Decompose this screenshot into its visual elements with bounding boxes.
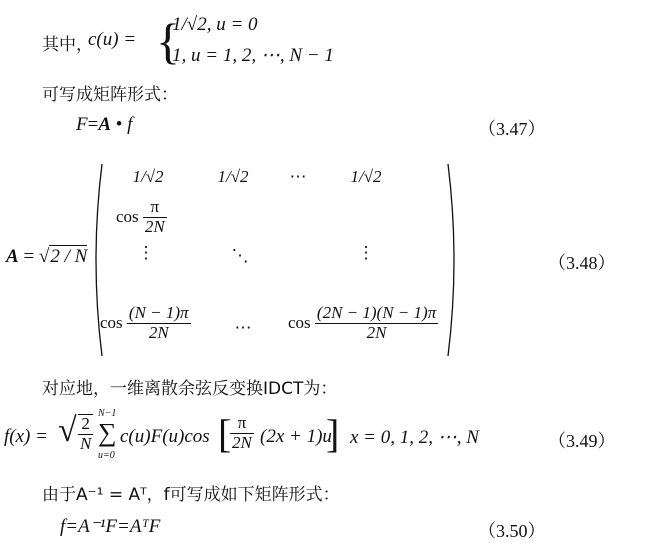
m-r1c1: 1/√2 xyxy=(132,167,164,186)
eq349-frac xyxy=(230,414,254,452)
eq347-A: A xyxy=(98,114,112,135)
matrix-A-symbol: A xyxy=(6,246,19,267)
inverse-intro: 由于A⁻¹ = Aᵀ，f可写成如下矩阵形式： xyxy=(42,485,340,505)
eq347-dot: • xyxy=(115,114,123,135)
m-r2-den: 2N xyxy=(144,216,165,236)
case-u0: 1/√2, u = 0 xyxy=(172,14,258,35)
m-r4c1 xyxy=(100,304,191,342)
m-r4c1-cos: cos xyxy=(100,313,123,333)
m-r4c4-frac xyxy=(315,304,438,342)
matrix-form-intro: 可写成矩阵形式： xyxy=(42,85,178,105)
eq349-sqrt-sign: √ xyxy=(58,412,77,449)
eq-number-3-48: （3.48） xyxy=(548,253,616,273)
eq349-condition: x = 0, 1, 2, ⋯, N xyxy=(350,427,479,448)
equation-3-49 xyxy=(4,408,479,464)
equation-3-50: f=A⁻¹F=AᵀF xyxy=(60,516,161,537)
eq349-sum-sign: ∑ xyxy=(98,418,117,447)
m-r2c1 xyxy=(116,198,167,236)
eq349-sqrt-num: 2 xyxy=(78,415,93,435)
m-r4c1-frac xyxy=(127,304,191,342)
m-r2-cos: cos xyxy=(116,207,139,227)
eq349-sqrt-frac xyxy=(78,414,93,453)
eq349-rbracket: ] xyxy=(326,411,340,456)
eq349-frac-den: 2N xyxy=(232,432,252,452)
eq349-sqrt-den: N xyxy=(80,433,92,453)
m-r4c3-hdots: ⋯ xyxy=(234,318,252,337)
idct-intro: 对应地，一维离散余弦反变换IDCT为： xyxy=(42,379,338,399)
m-r2-num: π xyxy=(143,198,167,218)
eq349-body: c(u)F(u)cos xyxy=(120,426,210,447)
m-r4c4-cos: cos xyxy=(288,313,311,333)
m-r4c4 xyxy=(288,304,438,342)
m-r4c4-num: (2N − 1)(N − 1)π xyxy=(316,303,437,322)
m-r1c3: ⋯ xyxy=(289,167,307,186)
cases-brace: { xyxy=(156,13,180,69)
eq349-sum-top: N−1 xyxy=(98,408,117,419)
eq-number-3-49: （3.49） xyxy=(548,431,616,451)
eq-number-3-47: （3.47） xyxy=(478,119,546,139)
m-r4c1-den: 2N xyxy=(148,322,169,342)
matrix-lhs: A = √2 / N xyxy=(6,246,88,267)
m-r3c2-ddots: ⋱ xyxy=(231,246,249,265)
eq349-tail: (2x + 1)u xyxy=(260,426,332,447)
eq347-f: f xyxy=(127,114,133,135)
m-r4c4-den: 2N xyxy=(366,322,387,342)
m-r2-frac xyxy=(143,198,167,236)
m-r4c1-num: (N − 1)π xyxy=(128,303,189,322)
eq347-equals: = xyxy=(87,114,99,135)
eq349-frac-num: π xyxy=(230,414,254,434)
sqrt-2-over-N: 2 / N xyxy=(50,246,88,267)
equation-3-47 xyxy=(76,114,132,136)
eq-number-3-50: （3.50） xyxy=(478,521,546,541)
m-r1c4: 1/√2 xyxy=(350,167,382,186)
m-r3c1-vdots: ⋮ xyxy=(137,243,155,262)
intro-text: 其中， xyxy=(42,35,93,55)
eq349-sum-bot: u=0 xyxy=(98,450,115,461)
case-u-other: 1, u = 1, 2, ⋯, N − 1 xyxy=(172,45,334,66)
eq347-F: F xyxy=(76,114,88,135)
cu-lhs: c(u) = xyxy=(88,29,137,50)
eq349-lhs: f(x) = xyxy=(4,426,48,447)
m-r1c2: 1/√2 xyxy=(217,167,249,186)
eq349-lbracket: [ xyxy=(218,411,232,456)
m-r3c4-vdots: ⋮ xyxy=(357,243,375,262)
